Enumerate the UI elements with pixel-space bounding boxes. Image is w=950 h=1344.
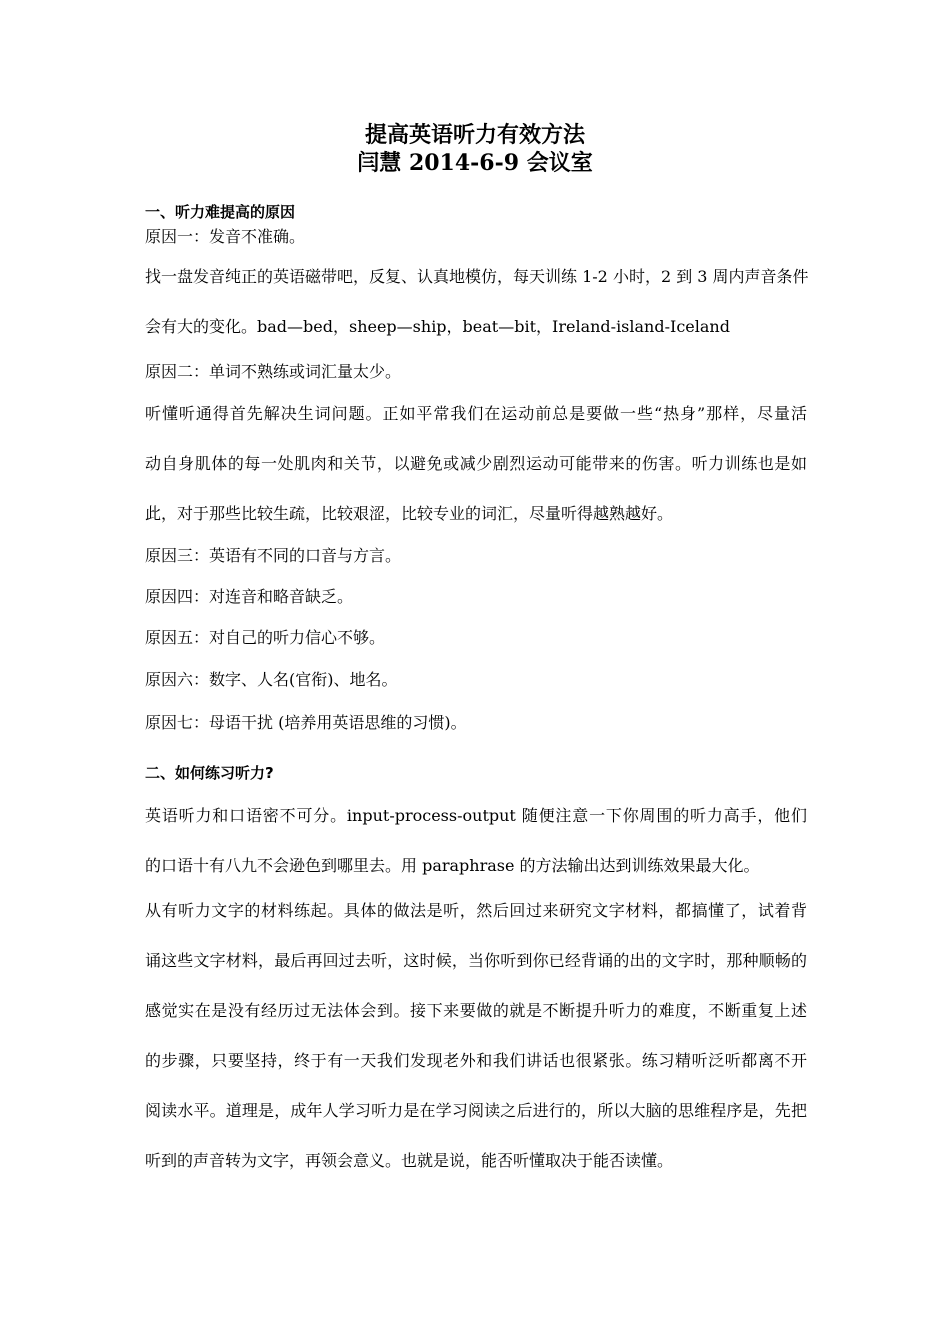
document-title: 提高英语听力有效方法 xyxy=(364,122,585,148)
para-1-line-1: 英语听力和口语密不可分。input-process-output 随便注意一下你周围的听力高手，他们 xyxy=(145,806,807,825)
reason-6: 原因六：数字、人名(官衔)、地名。 xyxy=(145,670,398,689)
para-2-line-5: 阅读水平。道理是，成年人学习听力是在学习阅读之后进行的，所以大脑的思维程序是，先把 xyxy=(145,1101,807,1120)
reason-2-label: 原因二：单词不熟练或词汇量太少。 xyxy=(145,362,402,381)
para-2-line-2: 诵这些文字材料，最后再回过去听，这时候，当你听到你已经背诵的出的文字时，那种顺畅的 xyxy=(145,951,807,970)
section-heading-2: 二、如何练习听力? xyxy=(145,764,274,782)
reason-3: 原因三：英语有不同的口音与方言。 xyxy=(145,546,402,565)
reason-7: 原因七：母语干扰 (培养用英语思维的习惯)。 xyxy=(145,713,467,732)
reason-1-label: 原因一：发音不准确。 xyxy=(145,227,306,246)
section-heading-1: 一、听力难提高的原因 xyxy=(145,203,296,221)
reason-2-text-line-1: 听懂听通得首先解决生词问题。正如平常我们在运动前总是要做一些“热身”那样，尽量活 xyxy=(145,404,807,423)
para-2-line-1: 从有听力文字的材料练起。具体的做法是听，然后回过来研究文字材料，都搞懂了，试着背 xyxy=(145,901,807,920)
reason-2-text-line-2: 动自身肌体的每一处肌肉和关节，以避免或减少剧烈运动可能带来的伤害。听力训练也是如 xyxy=(145,454,807,473)
para-2-line-6: 听到的声音转为文字，再领会意义。也就是说，能否听懂取决于能否读懂。 xyxy=(145,1151,674,1170)
reason-4: 原因四：对连音和略音缺乏。 xyxy=(145,587,354,606)
reason-1-text-line-2: 会有大的变化。bad—bed，sheep—ship，beat—bit，Ireland-island-Iceland xyxy=(145,317,730,336)
reason-1-text-line-1: 找一盘发音纯正的英语磁带吧，反复、认真地模仿，每天训练 1-2 小时，2 到 3 周内声音条件 xyxy=(145,267,809,286)
reason-2-text-line-3: 此，对于那些比较生疏，比较艰涩，比较专业的词汇，尽量听得越熟越好。 xyxy=(145,504,674,523)
document-subtitle: 闫慧 2014-6-9 会议室 xyxy=(357,150,593,176)
para-1-line-2: 的口语十有八九不会逊色到哪里去。用 paraphrase 的方法输出达到训练效果最大化。 xyxy=(145,856,760,875)
para-2-line-3: 感觉实在是没有经历过无法体会到。接下来要做的就是不断提升听力的难度，不断重复上述 xyxy=(145,1001,807,1020)
para-2-line-4: 的步骤，只要坚持，终于有一天我们发现老外和我们讲话也很紧张。练习精听泛听都离不开 xyxy=(145,1051,807,1070)
reason-5: 原因五：对自己的听力信心不够。 xyxy=(145,628,386,647)
